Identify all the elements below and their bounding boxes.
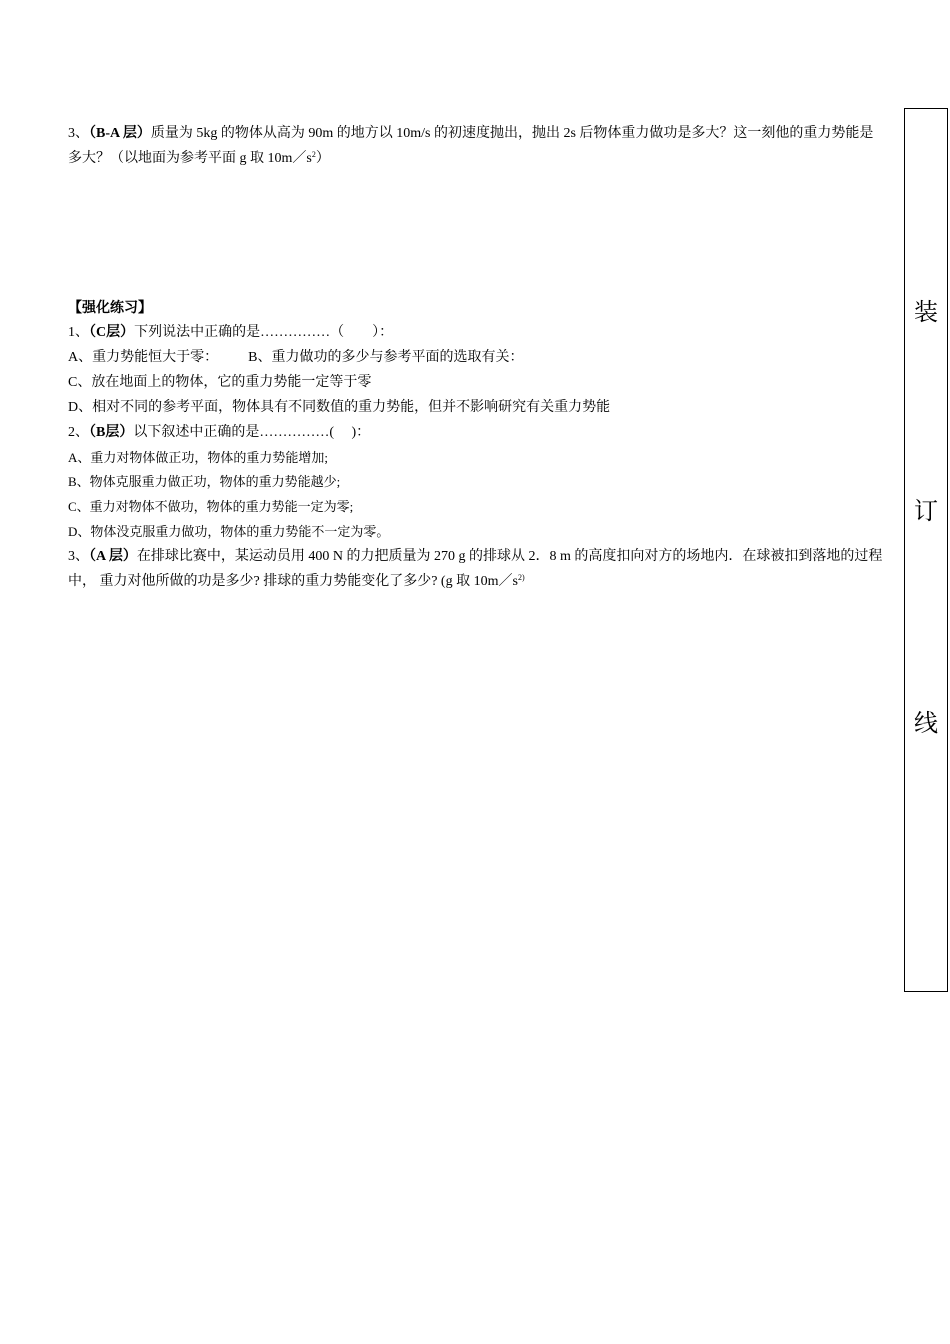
practice-q1-level: （C层） xyxy=(89,325,135,340)
practice-q1-option-a: A、重力势能恒大于零： xyxy=(68,350,219,365)
practice-q1-number: 1、 xyxy=(68,325,89,340)
practice-q3-line1 xyxy=(68,547,882,567)
practice-q2-option-a: A、重力对物体做正功，物体的重力势能增加; xyxy=(68,450,329,465)
binding-line-box xyxy=(904,108,948,992)
binding-char-ding: 订 xyxy=(914,497,938,525)
question3-text-end: ） xyxy=(315,151,330,166)
practice-q3-line2 xyxy=(68,572,525,592)
practice-q1-option-b: B、重力做功的多少与参考平面的选取有关： xyxy=(248,350,524,365)
practice-q2-level: （B层） xyxy=(89,425,134,440)
binding-char-xian: 线 xyxy=(914,709,938,737)
practice-q3-text-cont: 中， 重力对他所做的功是多少? 排球的重力势能变化了多少? (g 取 10m／s xyxy=(68,574,518,589)
practice-q3-exponent: 2) xyxy=(517,573,525,582)
practice-q2-stem-line xyxy=(68,423,370,443)
practice-q3-level: （A 层） xyxy=(89,549,137,564)
practice-q3-text: 在排球比赛中，某运动员用 400 N 的力把质量为 270 g 的排球从 2．8 m 的高度扣向对方的场地内．在球被扣到落地的过程 xyxy=(136,549,883,564)
question3-line2 xyxy=(68,149,330,169)
practice-q2-option-b: B、物体克服重力做正功，物体的重力势能越少; xyxy=(68,474,341,489)
practice-q1-options-ab xyxy=(68,348,523,368)
binding-char-zhuang: 装 xyxy=(914,298,938,326)
practice-heading: 【强化练习】 xyxy=(68,301,152,316)
practice-q1-option-c: C、放在地面上的物体，它的重力势能一定等于零 xyxy=(68,375,372,390)
question3-text: 质量为 5kg 的物体从高为 90m 的地方以 10m/s 的初速度抛出，抛出 2s 后物体重力做功是多大？这一刻他的重力势能是 xyxy=(150,126,874,141)
practice-q2-number: 2、 xyxy=(68,425,89,440)
question3-level: （B-A 层） xyxy=(89,126,151,141)
question3-line1 xyxy=(68,124,873,144)
question3-number: 3、 xyxy=(68,126,89,141)
practice-q3-number: 3、 xyxy=(68,549,89,564)
question3-text-cont: 多大？（以地面为参考平面 g 取 10m／s xyxy=(68,151,312,166)
practice-q1-option-d: D、相对不同的参考平面，物体具有不同数值的重力势能，但并不影响研究有关重力势能 xyxy=(68,400,611,415)
practice-q1-stem: 下列说法中正确的是……………（ ）： xyxy=(134,325,394,340)
practice-q2-option-c: C、重力对物体不做功，物体的重力势能一定为零; xyxy=(68,499,354,514)
practice-q2-option-d: D、物体没克服重力做功，物体的重力势能不一定为零。 xyxy=(68,524,390,539)
practice-q2-stem: 以下叙述中正确的是……………( )： xyxy=(133,425,371,440)
question3-exponent: 2 xyxy=(311,150,316,159)
practice-q1-stem-line xyxy=(68,323,393,343)
